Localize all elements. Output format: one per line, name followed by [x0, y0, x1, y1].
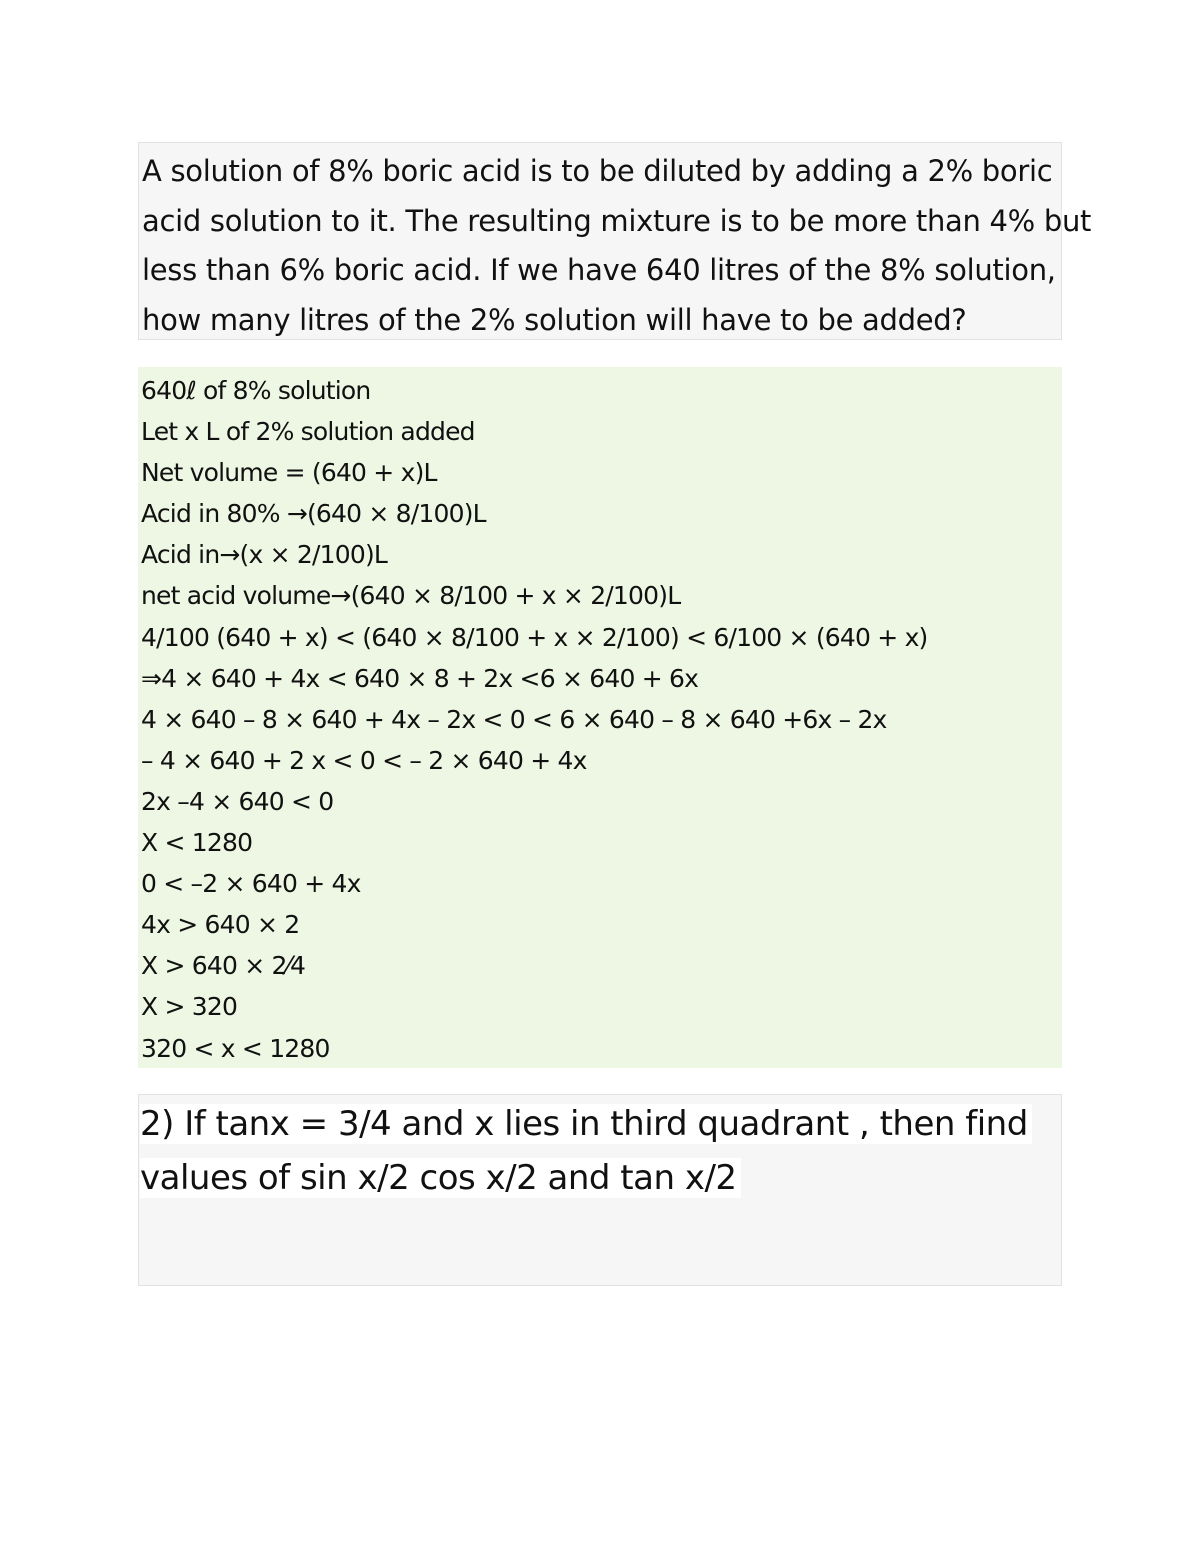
- solution-line: 320 < x < 1280: [141, 1033, 330, 1063]
- solution-line: 4x > 640 × 2: [141, 910, 300, 940]
- solution-line: Let x L of 2% solution added: [141, 417, 475, 447]
- solution-line: 2x –4 × 640 < 0: [141, 786, 334, 816]
- question-2-line-text: 2) If tanx = 3/4 and x lies in third quadrant , then find: [140, 1104, 1032, 1144]
- question-1-line: how many litres of the 2% solution will have to be added?: [142, 302, 967, 337]
- question-2-line-text: values of sin x/2 cos x/2 and tan x/2: [140, 1158, 741, 1198]
- question-2-line: [140, 1151, 1061, 1205]
- question-2-line: [140, 1097, 1061, 1151]
- solution-line: X < 1280: [141, 828, 253, 858]
- question-1-line: acid solution to it. The resulting mixture is to be more than 4% but: [142, 203, 1092, 238]
- solution-line: ⇒4 × 640 + 4x < 640 × 8 + 2x <6 × 640 + 6x: [141, 663, 699, 693]
- solution-line: net acid volume→(640 × 8/100 + x × 2/100)L: [141, 581, 681, 611]
- question-1-line: less than 6% boric acid. If we have 640 litres of the 8% solution,: [142, 253, 1056, 287]
- question-2: [138, 1094, 1062, 1286]
- solution-line: 4 × 640 – 8 × 640 + 4x – 2x < 0 < 6 × 640 – 8 × 640 +6x – 2x: [141, 704, 887, 734]
- solution-line: Acid in 80% →(640 × 8/100)L: [141, 499, 486, 529]
- solution-line: 640ℓ of 8% solution: [141, 376, 371, 405]
- solution-line: Net volume = (640 + x)L: [141, 458, 437, 488]
- solution-line: 0 < –2 × 640 + 4x: [141, 869, 361, 899]
- solution-line: X > 320: [141, 992, 238, 1022]
- solution-line: – 4 × 640 + 2 x < 0 < – 2 × 640 + 4x: [141, 745, 587, 775]
- question-1-line: A solution of 8% boric acid is to be diluted by adding a 2% boric: [142, 154, 1053, 188]
- solution-line: 4/100 (640 + x) < (640 × 8/100 + x × 2/100) < 6/100 × (640 + x): [141, 622, 928, 652]
- solution-block: [138, 367, 1062, 1068]
- question-1: [138, 142, 1092, 340]
- solution-line: X > 640 × 2⁄4: [141, 951, 306, 981]
- solution-line: Acid in→(x × 2/100)L: [141, 540, 388, 570]
